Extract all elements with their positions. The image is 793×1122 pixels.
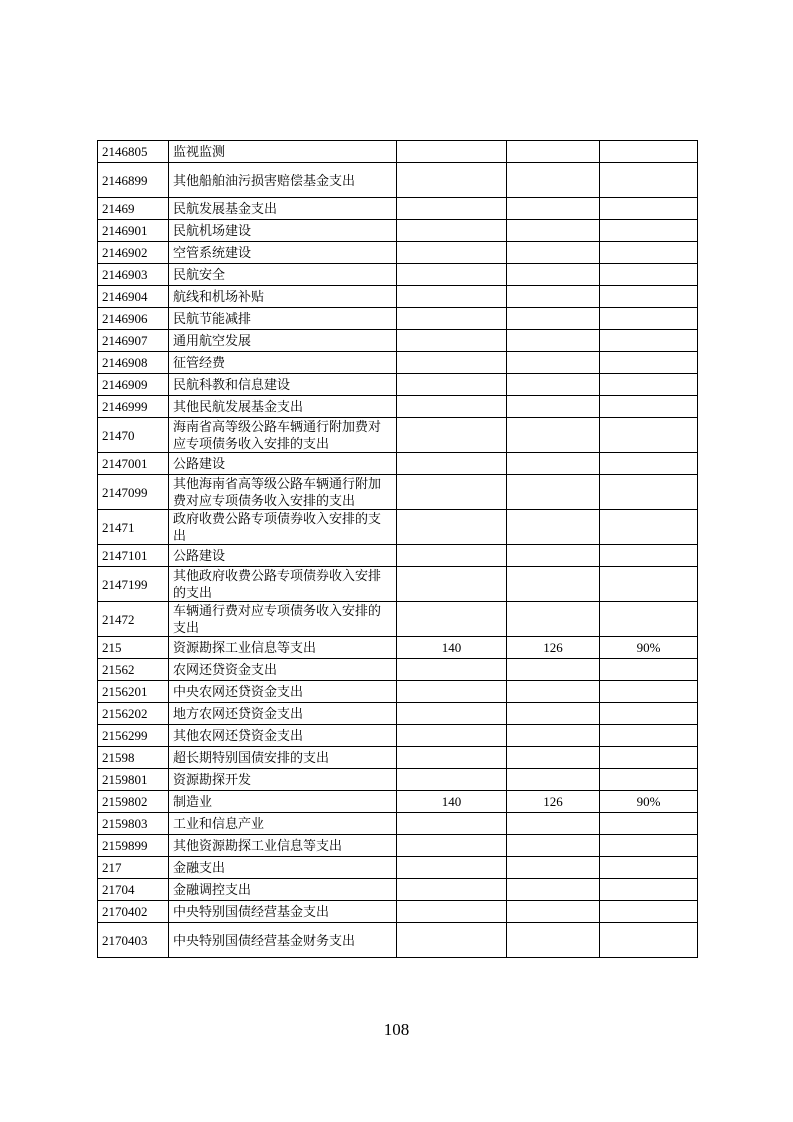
table-row bbox=[98, 198, 698, 220]
account-name-cell: 其他政府收费公路专项债券收入安排的支出 bbox=[169, 567, 397, 602]
account-code-cell: 217 bbox=[98, 857, 169, 879]
value-cell-2 bbox=[507, 220, 600, 242]
account-name-cell: 监视监测 bbox=[169, 141, 397, 163]
percent-cell bbox=[600, 879, 698, 901]
account-name-cell: 金融调控支出 bbox=[169, 879, 397, 901]
value-cell-1 bbox=[397, 602, 507, 637]
account-name-cell: 航线和机场补贴 bbox=[169, 286, 397, 308]
value-cell-2 bbox=[507, 659, 600, 681]
value-cell-2 bbox=[507, 352, 600, 374]
account-name-cell: 民航节能减排 bbox=[169, 308, 397, 330]
account-code-cell: 2170403 bbox=[98, 923, 169, 958]
value-cell-1 bbox=[397, 725, 507, 747]
account-name-cell: 车辆通行费对应专项债务收入安排的支出 bbox=[169, 602, 397, 637]
value-cell-1 bbox=[397, 286, 507, 308]
value-cell-1 bbox=[397, 813, 507, 835]
percent-cell bbox=[600, 418, 698, 453]
value-cell-2 bbox=[507, 857, 600, 879]
value-cell-1 bbox=[397, 242, 507, 264]
table-row bbox=[98, 602, 698, 637]
percent-cell bbox=[600, 725, 698, 747]
account-name-cell: 公路建设 bbox=[169, 545, 397, 567]
table-row bbox=[98, 475, 698, 510]
percent-cell bbox=[600, 545, 698, 567]
account-name-cell: 制造业 bbox=[169, 791, 397, 813]
account-name-cell: 空管系统建设 bbox=[169, 242, 397, 264]
account-name-cell: 民航机场建设 bbox=[169, 220, 397, 242]
account-code-cell: 21470 bbox=[98, 418, 169, 453]
account-name-cell: 其他海南省高等级公路车辆通行附加费对应专项债务收入安排的支出 bbox=[169, 475, 397, 510]
percent-cell bbox=[600, 703, 698, 725]
percent-cell bbox=[600, 681, 698, 703]
value-cell-2: 126 bbox=[507, 791, 600, 813]
percent-cell bbox=[600, 747, 698, 769]
value-cell-2 bbox=[507, 475, 600, 510]
table-row bbox=[98, 835, 698, 857]
account-code-cell: 2146904 bbox=[98, 286, 169, 308]
table-row bbox=[98, 545, 698, 567]
value-cell-1 bbox=[397, 769, 507, 791]
value-cell-2 bbox=[507, 879, 600, 901]
percent-cell bbox=[600, 835, 698, 857]
table-row bbox=[98, 510, 698, 545]
account-code-cell: 2146907 bbox=[98, 330, 169, 352]
account-code-cell: 2159803 bbox=[98, 813, 169, 835]
percent-cell bbox=[600, 923, 698, 958]
account-code-cell: 2147101 bbox=[98, 545, 169, 567]
account-name-cell: 政府收费公路专项债券收入安排的支出 bbox=[169, 510, 397, 545]
percent-cell bbox=[600, 330, 698, 352]
percent-cell bbox=[600, 396, 698, 418]
account-code-cell: 2146901 bbox=[98, 220, 169, 242]
account-code-cell: 2159801 bbox=[98, 769, 169, 791]
value-cell-2 bbox=[507, 264, 600, 286]
account-code-cell: 2147199 bbox=[98, 567, 169, 602]
table-row bbox=[98, 352, 698, 374]
value-cell-2 bbox=[507, 418, 600, 453]
value-cell-1 bbox=[397, 308, 507, 330]
percent-cell bbox=[600, 374, 698, 396]
table-row bbox=[98, 747, 698, 769]
table-row bbox=[98, 659, 698, 681]
value-cell-2 bbox=[507, 396, 600, 418]
percent-cell bbox=[600, 659, 698, 681]
value-cell-1 bbox=[397, 374, 507, 396]
account-code-cell: 2146805 bbox=[98, 141, 169, 163]
account-name-cell: 民航发展基金支出 bbox=[169, 198, 397, 220]
account-name-cell: 其他资源勘探工业信息等支出 bbox=[169, 835, 397, 857]
account-name-cell: 中央特别国债经营基金支出 bbox=[169, 901, 397, 923]
value-cell-2 bbox=[507, 286, 600, 308]
table-row bbox=[98, 879, 698, 901]
account-code-cell: 2146909 bbox=[98, 374, 169, 396]
table-row bbox=[98, 637, 698, 659]
value-cell-2 bbox=[507, 567, 600, 602]
value-cell-2 bbox=[507, 703, 600, 725]
value-cell-1 bbox=[397, 879, 507, 901]
value-cell-1 bbox=[397, 220, 507, 242]
account-code-cell: 215 bbox=[98, 637, 169, 659]
percent-cell bbox=[600, 264, 698, 286]
value-cell-1 bbox=[397, 703, 507, 725]
account-name-cell: 其他民航发展基金支出 bbox=[169, 396, 397, 418]
value-cell-1 bbox=[397, 857, 507, 879]
value-cell-2 bbox=[507, 602, 600, 637]
account-code-cell: 2146899 bbox=[98, 163, 169, 198]
value-cell-1 bbox=[397, 396, 507, 418]
account-code-cell: 2146906 bbox=[98, 308, 169, 330]
table-row bbox=[98, 286, 698, 308]
value-cell-2 bbox=[507, 725, 600, 747]
account-name-cell: 民航安全 bbox=[169, 264, 397, 286]
account-name-cell: 公路建设 bbox=[169, 453, 397, 475]
table-row bbox=[98, 141, 698, 163]
table-row bbox=[98, 396, 698, 418]
account-code-cell: 2156202 bbox=[98, 703, 169, 725]
account-code-cell: 21471 bbox=[98, 510, 169, 545]
value-cell-1 bbox=[397, 681, 507, 703]
account-name-cell: 民航科教和信息建设 bbox=[169, 374, 397, 396]
value-cell-1: 140 bbox=[397, 637, 507, 659]
value-cell-2 bbox=[507, 923, 600, 958]
value-cell-2 bbox=[507, 545, 600, 567]
percent-cell bbox=[600, 901, 698, 923]
account-name-cell: 地方农网还贷资金支出 bbox=[169, 703, 397, 725]
value-cell-2 bbox=[507, 453, 600, 475]
value-cell-2 bbox=[507, 198, 600, 220]
account-name-cell: 通用航空发展 bbox=[169, 330, 397, 352]
value-cell-1 bbox=[397, 475, 507, 510]
value-cell-2 bbox=[507, 374, 600, 396]
account-code-cell: 21469 bbox=[98, 198, 169, 220]
account-code-cell: 2146902 bbox=[98, 242, 169, 264]
account-code-cell: 2146903 bbox=[98, 264, 169, 286]
value-cell-2 bbox=[507, 835, 600, 857]
percent-cell bbox=[600, 475, 698, 510]
percent-cell bbox=[600, 220, 698, 242]
value-cell-1 bbox=[397, 352, 507, 374]
table-row bbox=[98, 901, 698, 923]
percent-cell bbox=[600, 352, 698, 374]
percent-cell bbox=[600, 602, 698, 637]
account-name-cell: 资源勘探开发 bbox=[169, 769, 397, 791]
value-cell-1 bbox=[397, 545, 507, 567]
budget-table bbox=[97, 140, 698, 958]
value-cell-2 bbox=[507, 163, 600, 198]
value-cell-1 bbox=[397, 747, 507, 769]
account-name-cell: 其他农网还贷资金支出 bbox=[169, 725, 397, 747]
value-cell-2 bbox=[507, 747, 600, 769]
account-code-cell: 21598 bbox=[98, 747, 169, 769]
account-code-cell: 2159899 bbox=[98, 835, 169, 857]
value-cell-1 bbox=[397, 923, 507, 958]
value-cell-2: 126 bbox=[507, 637, 600, 659]
value-cell-2 bbox=[507, 141, 600, 163]
table-row bbox=[98, 791, 698, 813]
account-code-cell: 2170402 bbox=[98, 901, 169, 923]
value-cell-1 bbox=[397, 510, 507, 545]
value-cell-1 bbox=[397, 453, 507, 475]
account-code-cell: 2147099 bbox=[98, 475, 169, 510]
table-row bbox=[98, 857, 698, 879]
percent-cell bbox=[600, 308, 698, 330]
table-row bbox=[98, 681, 698, 703]
value-cell-1 bbox=[397, 835, 507, 857]
value-cell-1 bbox=[397, 264, 507, 286]
percent-cell bbox=[600, 453, 698, 475]
percent-cell bbox=[600, 769, 698, 791]
value-cell-1: 140 bbox=[397, 791, 507, 813]
account-code-cell: 2159802 bbox=[98, 791, 169, 813]
percent-cell bbox=[600, 242, 698, 264]
table-row bbox=[98, 725, 698, 747]
table-row bbox=[98, 308, 698, 330]
account-code-cell: 21704 bbox=[98, 879, 169, 901]
value-cell-2 bbox=[507, 769, 600, 791]
percent-cell: 90% bbox=[600, 637, 698, 659]
page-number: 108 bbox=[383, 1020, 410, 1039]
account-name-cell: 海南省高等级公路车辆通行附加费对应专项债务收入安排的支出 bbox=[169, 418, 397, 453]
table-row bbox=[98, 220, 698, 242]
table-row bbox=[98, 418, 698, 453]
account-name-cell: 其他船舶油污损害赔偿基金支出 bbox=[169, 163, 397, 198]
value-cell-2 bbox=[507, 901, 600, 923]
value-cell-2 bbox=[507, 813, 600, 835]
value-cell-1 bbox=[397, 198, 507, 220]
percent-cell bbox=[600, 141, 698, 163]
value-cell-2 bbox=[507, 681, 600, 703]
table-row bbox=[98, 769, 698, 791]
account-name-cell: 农网还贷资金支出 bbox=[169, 659, 397, 681]
percent-cell bbox=[600, 567, 698, 602]
account-name-cell: 金融支出 bbox=[169, 857, 397, 879]
account-code-cell: 21562 bbox=[98, 659, 169, 681]
account-name-cell: 工业和信息产业 bbox=[169, 813, 397, 835]
value-cell-1 bbox=[397, 418, 507, 453]
account-code-cell: 21472 bbox=[98, 602, 169, 637]
account-code-cell: 2156299 bbox=[98, 725, 169, 747]
table-row bbox=[98, 453, 698, 475]
percent-cell bbox=[600, 510, 698, 545]
value-cell-1 bbox=[397, 163, 507, 198]
account-name-cell: 中央农网还贷资金支出 bbox=[169, 681, 397, 703]
account-code-cell: 2146999 bbox=[98, 396, 169, 418]
table-row bbox=[98, 264, 698, 286]
table-row bbox=[98, 703, 698, 725]
table-row bbox=[98, 567, 698, 602]
percent-cell bbox=[600, 813, 698, 835]
value-cell-1 bbox=[397, 141, 507, 163]
value-cell-1 bbox=[397, 567, 507, 602]
percent-cell bbox=[600, 163, 698, 198]
account-code-cell: 2147001 bbox=[98, 453, 169, 475]
account-name-cell: 资源勘探工业信息等支出 bbox=[169, 637, 397, 659]
account-name-cell: 征管经费 bbox=[169, 352, 397, 374]
percent-cell bbox=[600, 857, 698, 879]
table-row bbox=[98, 923, 698, 958]
value-cell-1 bbox=[397, 659, 507, 681]
account-code-cell: 2146908 bbox=[98, 352, 169, 374]
percent-cell bbox=[600, 286, 698, 308]
account-code-cell: 2156201 bbox=[98, 681, 169, 703]
table-row bbox=[98, 330, 698, 352]
table-row bbox=[98, 813, 698, 835]
account-name-cell: 超长期特别国债安排的支出 bbox=[169, 747, 397, 769]
value-cell-2 bbox=[507, 330, 600, 352]
value-cell-2 bbox=[507, 510, 600, 545]
table-row bbox=[98, 242, 698, 264]
value-cell-2 bbox=[507, 242, 600, 264]
value-cell-1 bbox=[397, 901, 507, 923]
account-name-cell: 中央特别国债经营基金财务支出 bbox=[169, 923, 397, 958]
table-row bbox=[98, 163, 698, 198]
table-row bbox=[98, 374, 698, 396]
value-cell-1 bbox=[397, 330, 507, 352]
value-cell-2 bbox=[507, 308, 600, 330]
table-body bbox=[98, 141, 698, 958]
percent-cell bbox=[600, 198, 698, 220]
percent-cell: 90% bbox=[600, 791, 698, 813]
